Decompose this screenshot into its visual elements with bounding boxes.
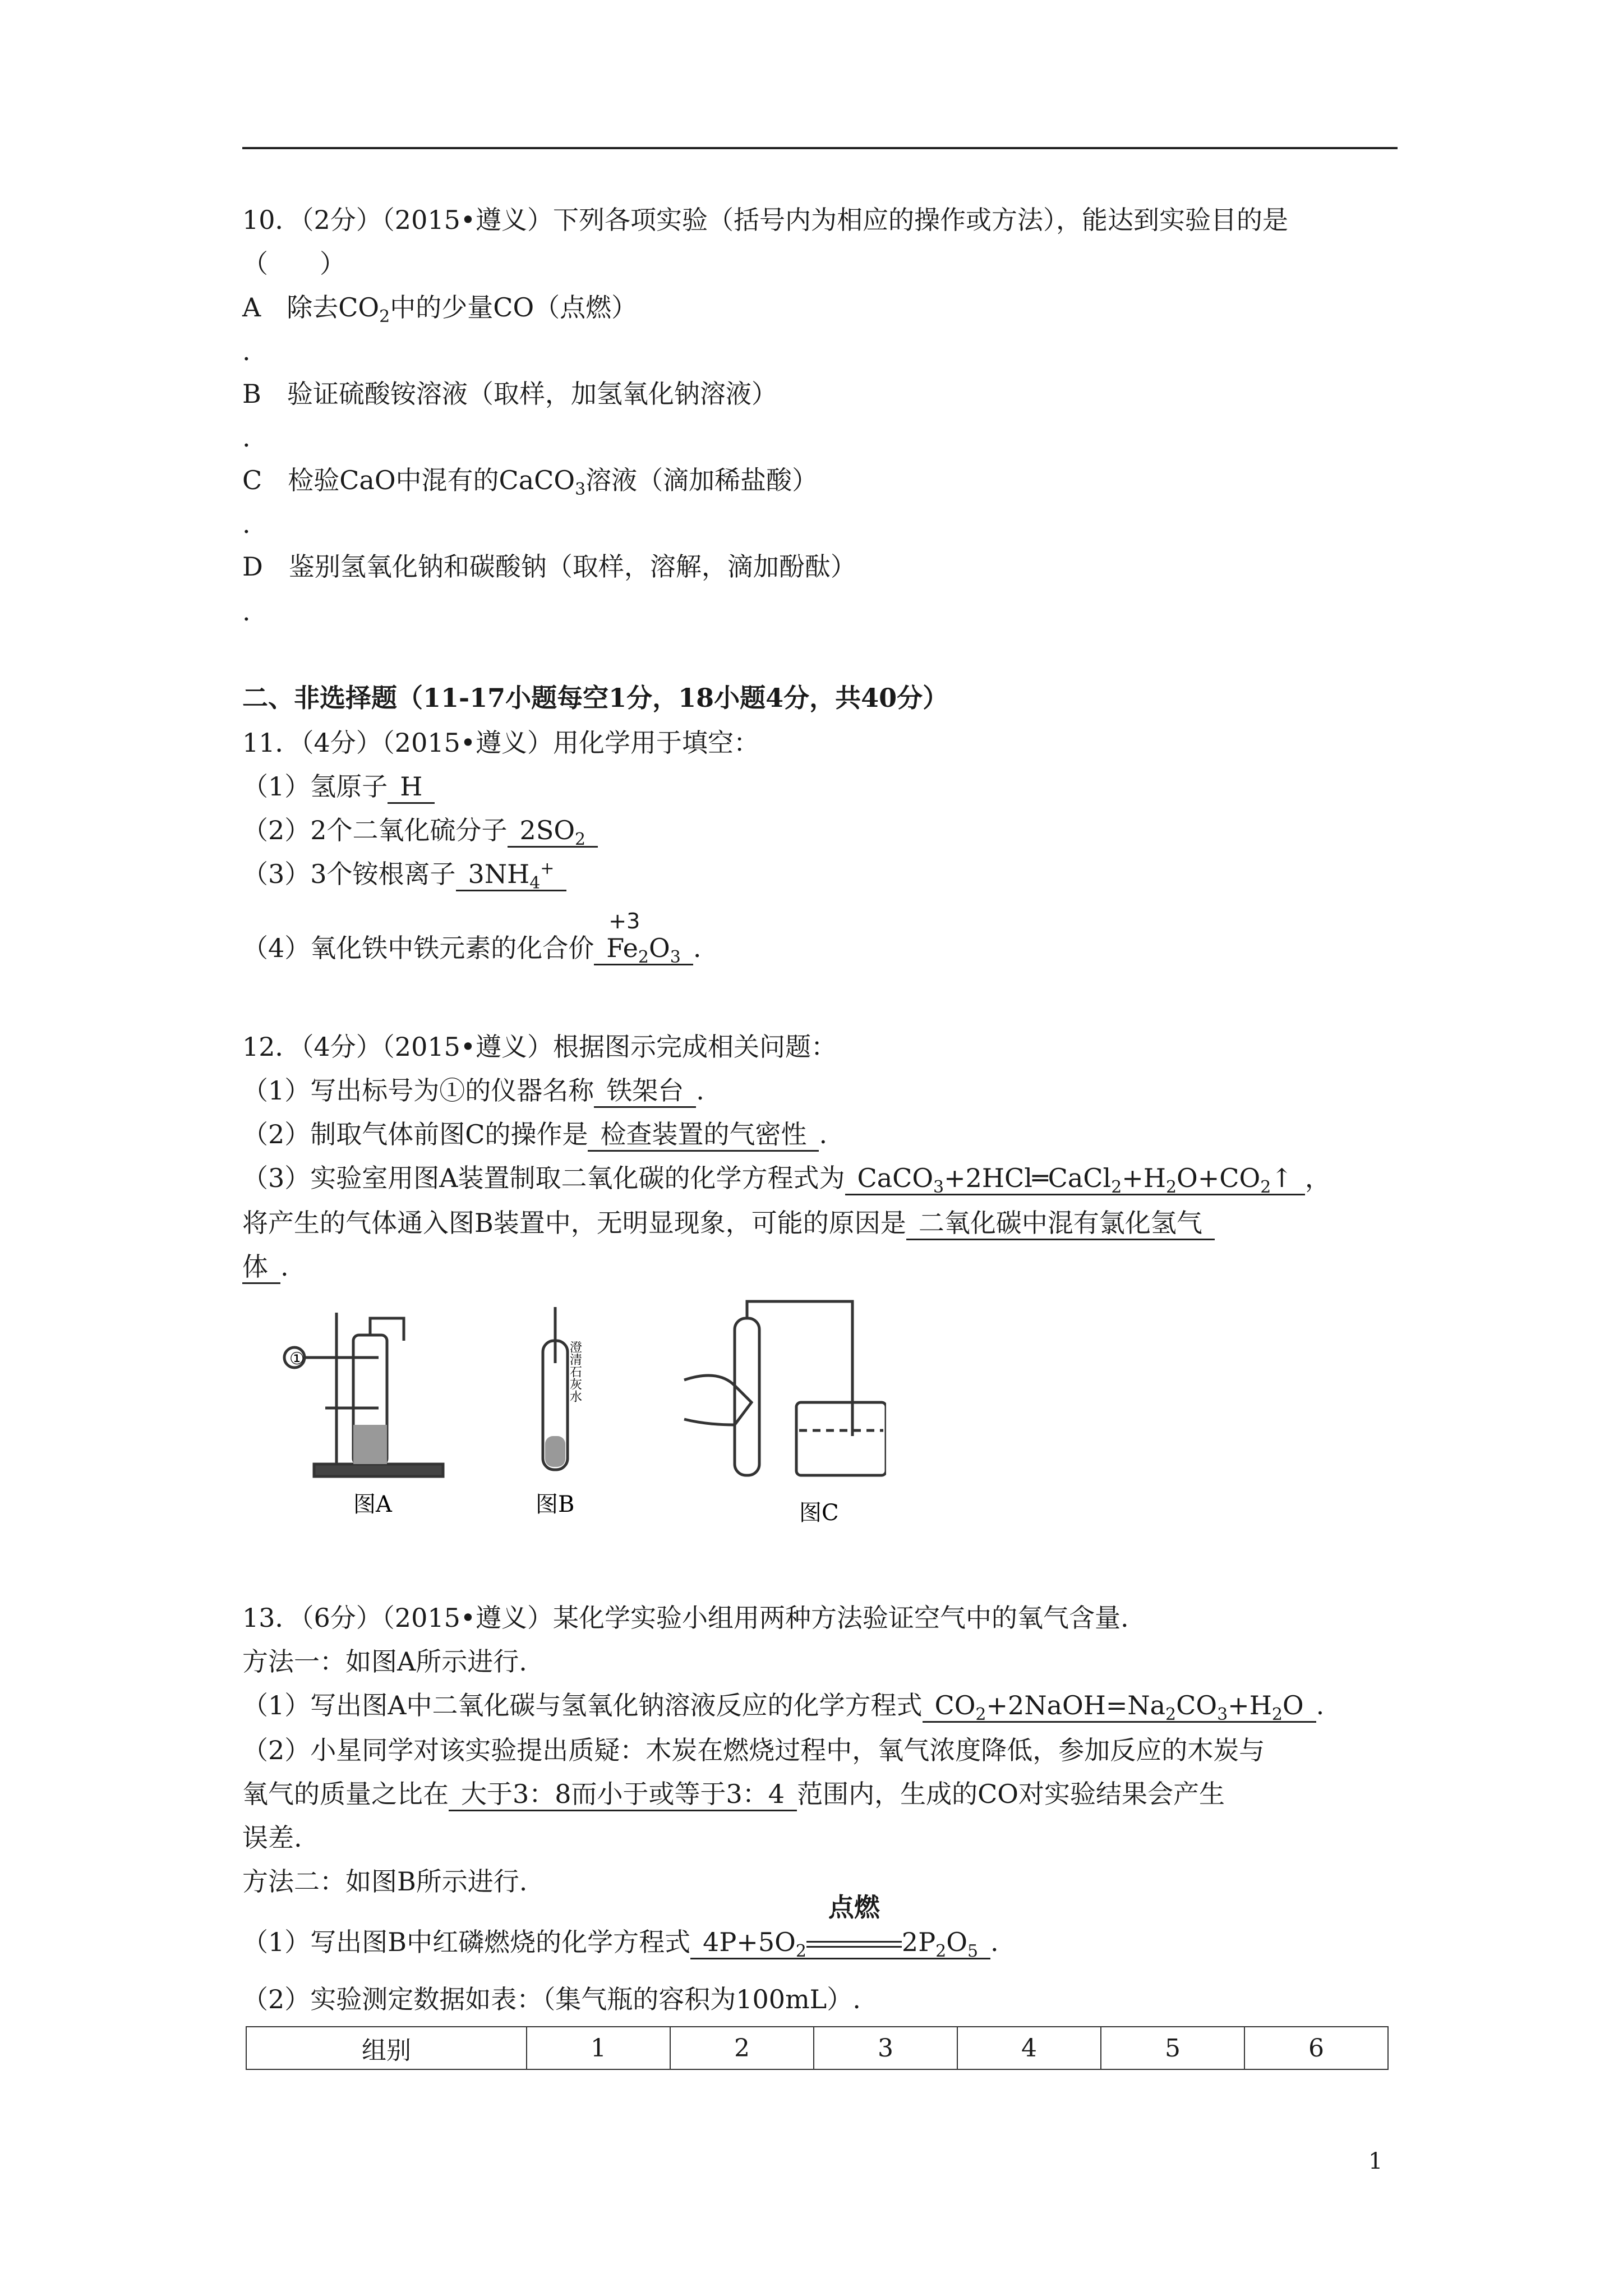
answer-blank: 体: [242, 1251, 280, 1284]
page-number: 1: [1368, 2148, 1383, 2174]
figure-label-b: 图B: [536, 1492, 575, 1517]
section-title: 二、非选择题（11-17小题每空1分，18小题4分，共40分）: [242, 683, 949, 713]
q10-dot: .: [242, 596, 251, 627]
q12-line-4: 将产生的气体通入图B装置中，无明显现象，可能的原因是 二氧化碳中混有氯化氢气: [242, 1206, 1215, 1240]
figure-marker: ①: [289, 1349, 305, 1369]
figure-a: [284, 1313, 443, 1476]
answer-blank: H: [388, 771, 435, 804]
figure-label-c: 图C: [799, 1500, 839, 1526]
q11-item-1: （1）氢原子 H: [242, 770, 435, 804]
data-table: [246, 2026, 1389, 2070]
answer-blank: 铁架台: [594, 1075, 696, 1108]
answer-blank: $3NH_4^+$: [456, 858, 567, 891]
answer-blank: $CaCO_3+2HCl═CaCl_2+H_2O+CO_2↑$: [845, 1162, 1305, 1195]
answer-blank: +3 $Fe_2O_3$: [594, 932, 693, 965]
table-header-cell: 4: [957, 2027, 1101, 2069]
header-rule: [242, 147, 1398, 149]
q13-m1-q2-line3: 误差.: [242, 1823, 302, 1853]
q13-stem: 13．（6分）（2015•遵义）某化学实验小组用两种方法验证空气中的氧气含量.: [242, 1603, 1129, 1633]
answer-blank: $4P+5O_2$ 点燃 $2P_2O_5$: [690, 1926, 990, 1959]
q12-line-1: （1）写出标号为①的仪器名称 铁架台 .: [242, 1074, 704, 1108]
q10-dot: .: [242, 509, 251, 539]
figure-label-a: 图A: [353, 1492, 392, 1517]
q11-item-3: （3）3个铵根离子 $3NH_4^+$: [242, 857, 566, 891]
answer-blank: 二氧化碳中混有氯化氢气: [906, 1207, 1215, 1240]
q12-line-5: 体 .: [242, 1250, 289, 1284]
q10-option-d: D 鉴别氢氧化钠和碳酸钠（取样，溶解，滴加酚酞）: [242, 551, 856, 582]
answer-blank: $2SO_2$: [508, 815, 598, 848]
q10-stem: 10．（2分）（2015•遵义）下列各项实验（括号内为相应的操作或方法），能达到实验目的是: [242, 205, 1288, 235]
q11-stem: 11．（4分）（2015•遵义）用化学用于填空：: [242, 728, 759, 758]
figure-c: [684, 1301, 886, 1475]
q13-m1-q2-line2: 氧气的质量之比在 大于3：8而小于或等于3：4 范围内，生成的CO对实验结果会产生: [242, 1777, 1225, 1811]
q10-dot: .: [242, 422, 251, 453]
figure-b: [543, 1307, 568, 1470]
equals-sign: [806, 1941, 902, 1948]
answer-blank: $CO_2+2NaOH=Na_2CO_3+H_2O$: [923, 1690, 1316, 1723]
q10-option-a: A 除去$CO_2$中的少量CO（点燃）: [242, 292, 638, 327]
table-header-cell: 1: [527, 2027, 670, 2069]
table-row: [246, 2027, 1388, 2069]
figure-b-tube-text: 澄清石灰水: [568, 1341, 582, 1402]
answer-blank: 大于3：8而小于或等于3：4: [449, 1778, 797, 1811]
q13-m2-q1: （1）写出图B中红磷燃烧的化学方程式 $4P+5O_2$ 点燃 $2P_2O_5$ .: [242, 1892, 999, 1962]
q12-line-2: （2）制取气体前图C的操作是 检查装置的气密性 .: [242, 1117, 827, 1152]
table-header-cell: 组别: [246, 2027, 527, 2069]
q10-option-b: B 验证硫酸铵溶液（取样，加氢氧化钠溶液）: [242, 379, 777, 409]
q10-dot: .: [242, 336, 251, 366]
table-header-cell: 5: [1101, 2027, 1244, 2069]
table-header-cell: 2: [670, 2027, 814, 2069]
q13-m1-q1: （1）写出图A中二氧化碳与氢氧化钠溶液反应的化学方程式 $CO_2+2NaOH=Na_2CO_3+H_2O$ .: [242, 1690, 1325, 1725]
table-header-cell: 3: [814, 2027, 957, 2069]
q10-paren: （ ）: [242, 249, 345, 279]
q10-option-c: C 检验CaO中混有的CaCO$_3$溶液（滴加稀盐酸）: [242, 465, 818, 500]
q11-item-2: （2）2个二氧化硫分子 $2SO_2$: [242, 813, 598, 848]
q11-item-4: （4）氧化铁中铁元素的化合价 +3 $Fe_2O_3$ .: [242, 909, 702, 968]
q13-m2-q2: （2）实验测定数据如表：（集气瓶的容积为100mL）.: [242, 1984, 861, 2014]
q13-method-2: 方法二：如图B所示进行.: [242, 1866, 528, 1897]
apparatus-figure: [269, 1296, 886, 1531]
reaction-condition: 点燃: [828, 1892, 880, 1922]
table-header-cell: 6: [1244, 2027, 1388, 2069]
q13-method-1: 方法一：如图A所示进行.: [242, 1646, 527, 1677]
q12-stem: 12．（4分）（2015•遵义）根据图示完成相关问题：: [242, 1032, 837, 1062]
q13-m1-q2-line1: （2）小星同学对该实验提出质疑：木炭在燃烧过程中，氧气浓度降低，参加反应的木炭与: [242, 1735, 1265, 1765]
q12-line-3: （3）实验室用图A装置制取二氧化碳的化学方程式为 $CaCO_3+2HCl═CaCl_2+H_2O+CO_2↑$ ，: [242, 1163, 1331, 1198]
answer-blank: 检查装置的气密性: [588, 1119, 819, 1152]
